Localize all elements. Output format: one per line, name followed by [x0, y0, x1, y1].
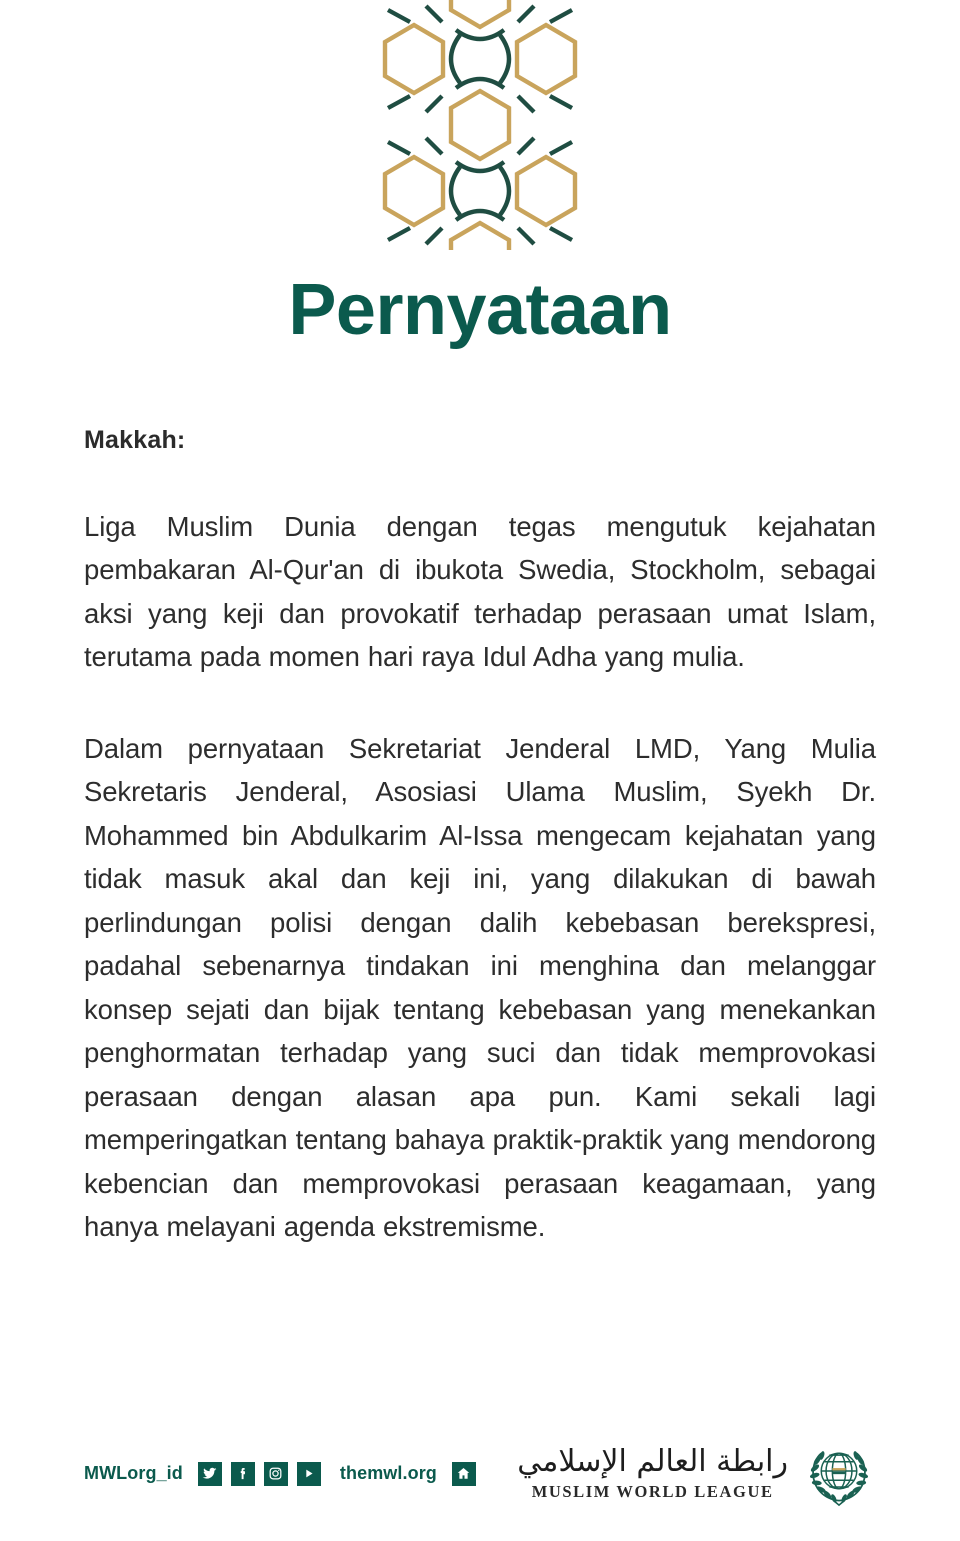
organization-logo: [517, 1437, 876, 1511]
facebook-glyph: [235, 1466, 250, 1481]
paragraph-1: Liga Muslim Dunia dengan tegas mengutuk kejahatan pembakaran Al-Qur'an di ibukota Swedia, Stockholm, sebagai aksi yang keji dan provokatif terhadap perasaan umat Islam, terutama pada momen hari raya Idul Adha yang mulia.: [84, 510, 876, 672]
social-handle: MWLorg_id: [84, 1463, 183, 1483]
page-title: Pernyataan: [288, 270, 672, 350]
twitter-glyph: [202, 1466, 217, 1481]
page-title-wrap: [0, 270, 960, 350]
home-glyph: [456, 1466, 471, 1481]
home-icon[interactable]: [452, 1462, 476, 1486]
twitter-icon[interactable]: [198, 1462, 222, 1486]
youtube-icon[interactable]: [297, 1462, 321, 1486]
paragraph-2: Dalam pernyataan Sekretariat Jenderal LMD, Yang Mulia Sekretaris Jenderal, Asosiasi Ulama Muslim, Syekh Dr. Mohammed bin Abdulkarim Al-Issa mengecam kejahatan yang tidak masuk akal dan keji ini, yang dilakukan di bawah perlindungan polisi dengan dalih kebebasan berekspresi, padahal sebenarnya tindakan ini menghina dan melanggar konsep sejati dan bijak tentang kebebasan yang menekankan penghormatan terhadap yang suci dan tidak memprovokasi perasaan dengan alasan apa pun. Kami sekali lagi memperingatkan tentang bahaya praktik-praktik yang mendorong kebencian dan memprovokasi perasaan keagamaan, yang hanya melayani agenda ekstremisme.: [84, 732, 876, 1242]
islamic-geometric-pattern-icon: [380, 0, 580, 250]
youtube-play-glyph: [301, 1466, 316, 1481]
instagram-glyph: [268, 1466, 283, 1481]
instagram-icon[interactable]: [264, 1462, 288, 1486]
book-glyph: [832, 1468, 845, 1474]
globe-laurel-wreath-emblem-icon: [802, 1437, 876, 1511]
logo-arabic-name: رابطة العالم الإسلامي: [517, 1444, 788, 1480]
statement-body: [84, 346, 876, 1541]
footer: [0, 1406, 960, 1541]
dateline-label: Makkah:: [84, 426, 186, 454]
logo-english-name: MUSLIM WORLD LEAGUE: [531, 1481, 774, 1501]
logo-wordmark: [517, 1445, 788, 1502]
facebook-icon[interactable]: [231, 1462, 255, 1486]
social-links: [84, 1462, 476, 1486]
header-ornament: [0, 0, 960, 250]
website-label: themwl.org: [339, 1463, 437, 1483]
